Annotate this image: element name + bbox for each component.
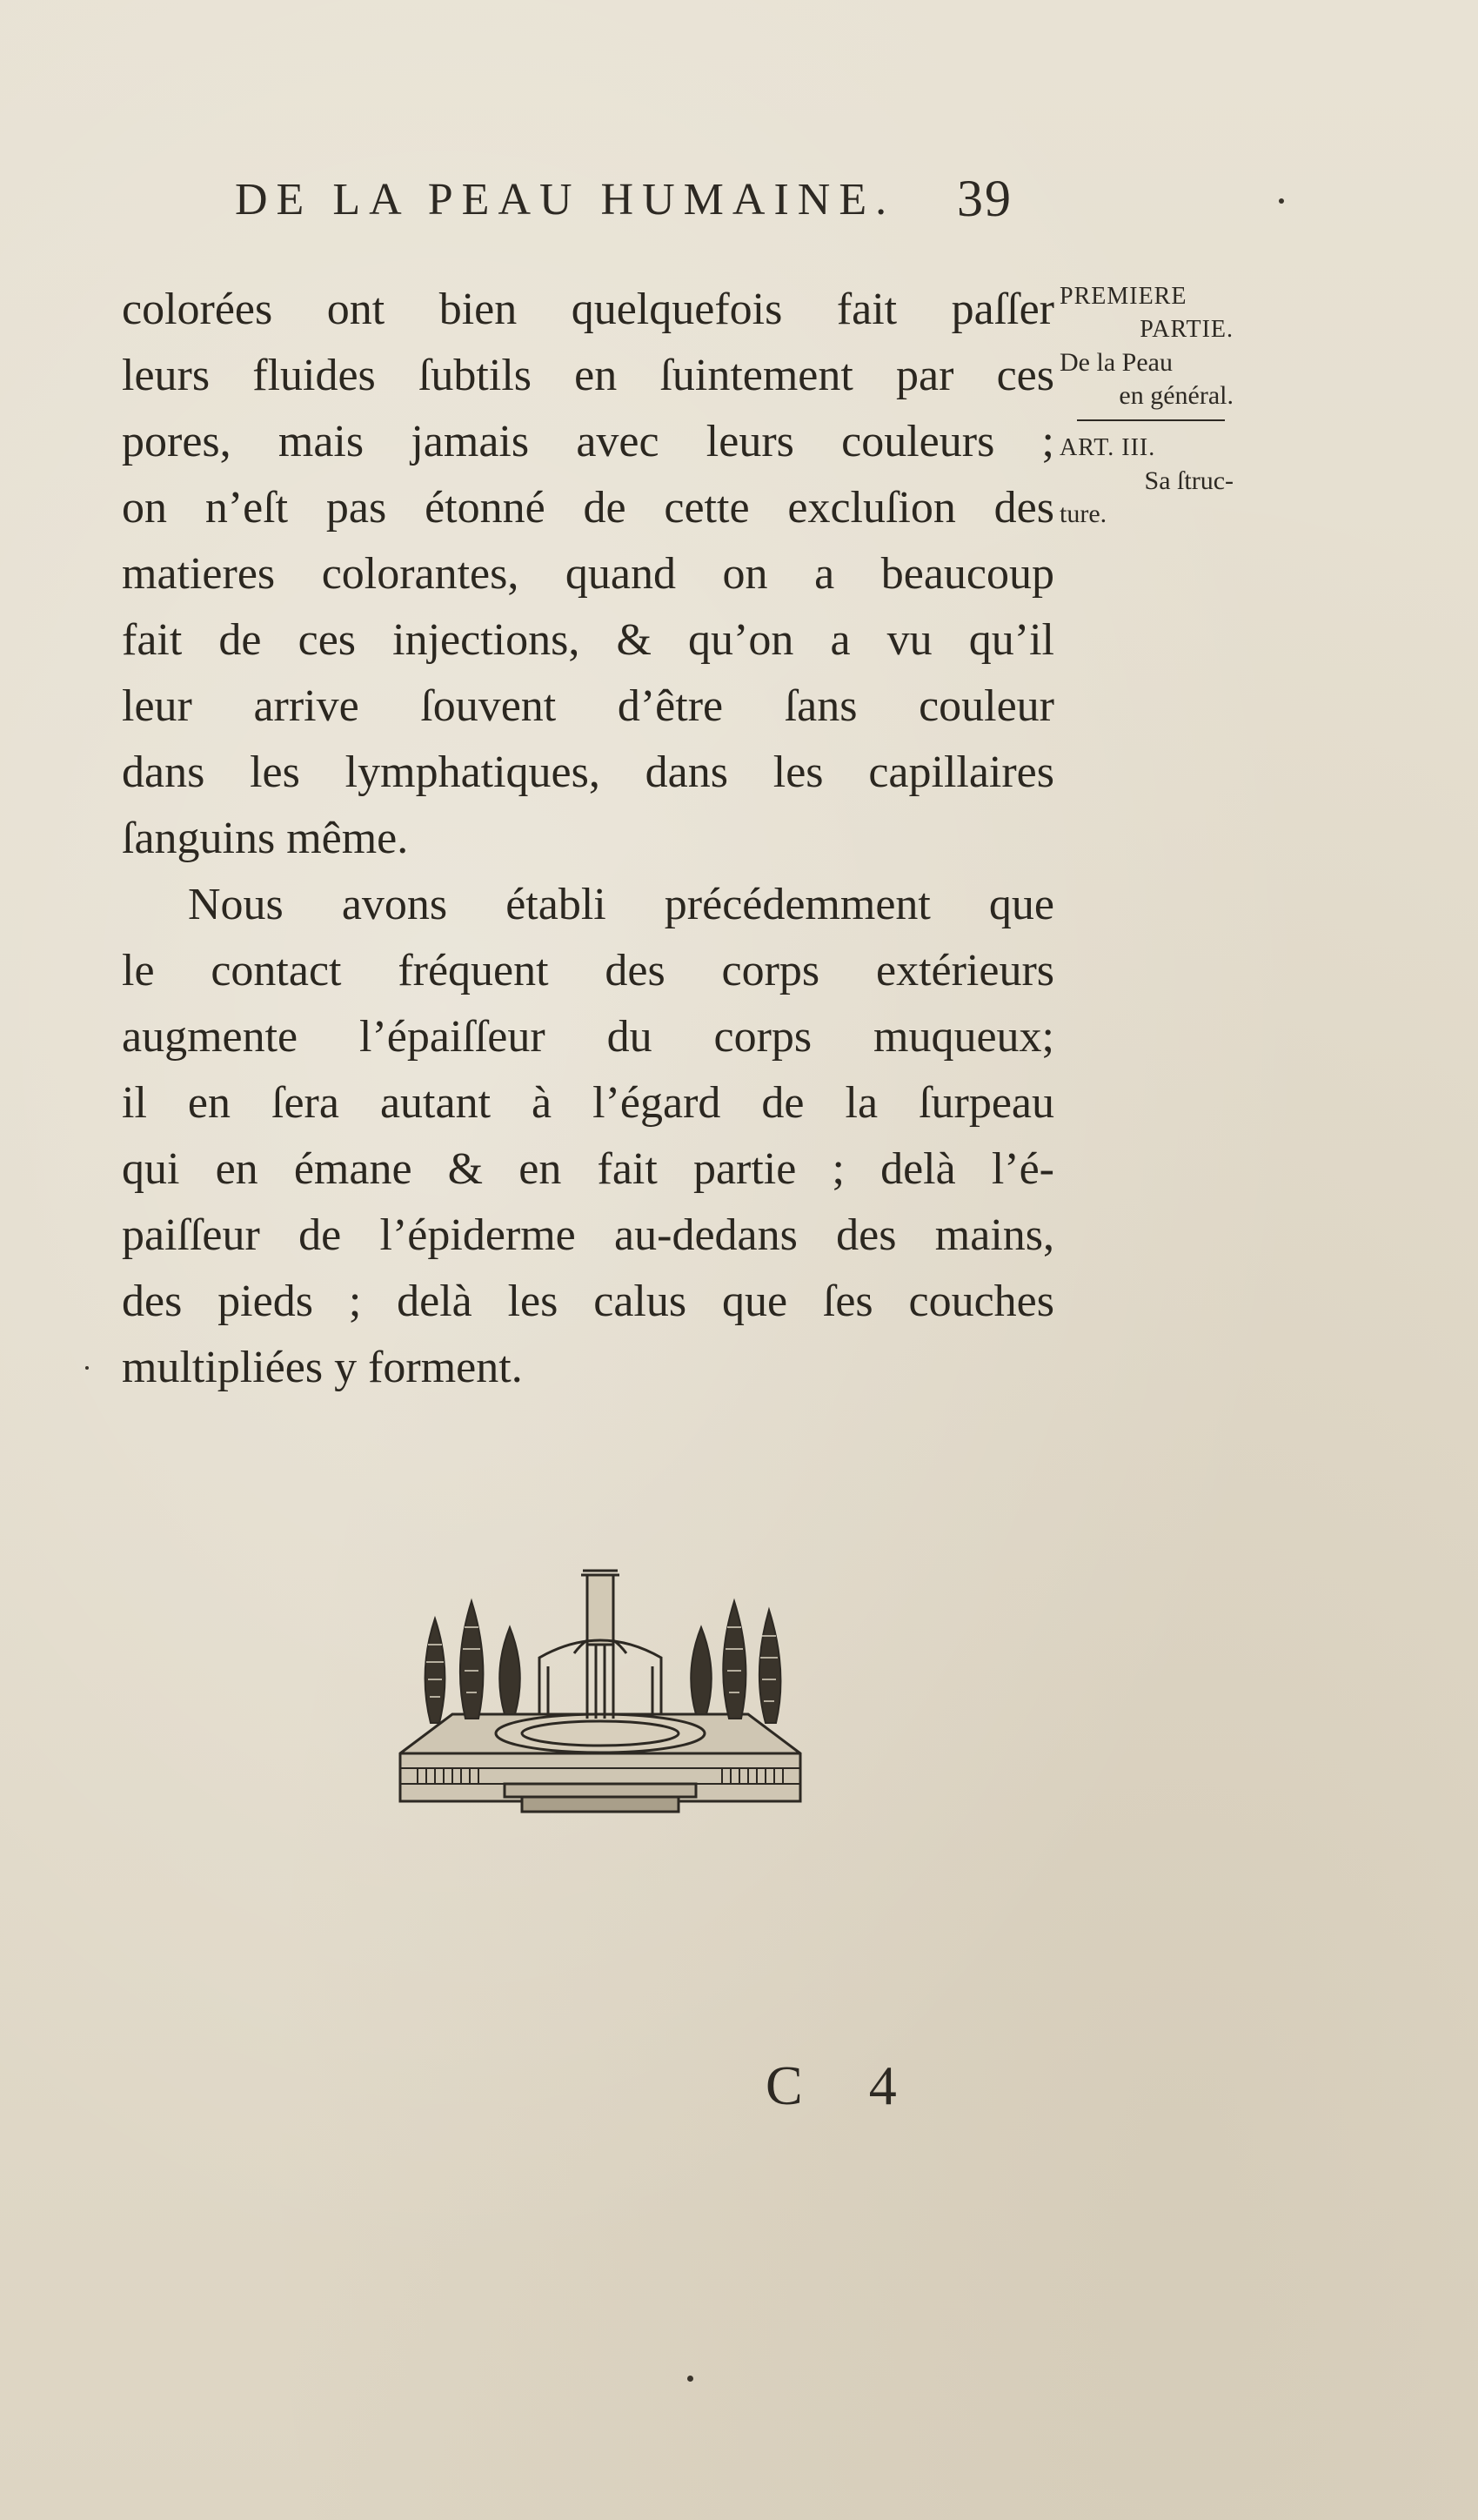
- text-line: qui en émane & en fait partie ; delà l’é-: [122, 1144, 1054, 1194]
- text-line: augmente l’épaiſſeur du corps muqueux;: [122, 1012, 1054, 1062]
- paper-speck: [85, 1366, 89, 1370]
- margin-note-premiere: PREMIERE: [1060, 283, 1187, 310]
- text-line: on n’eſt pas étonné de cette excluſion des: [122, 483, 1054, 533]
- text-line: colorées ont bien quelquefois fait paſſer: [122, 285, 1054, 334]
- text-line: il en ſera autant à l’égard de la ſurpeau: [122, 1078, 1054, 1128]
- garden-fountain-vignette: [383, 1540, 818, 1888]
- text-line: Nous avons établi précédemment que: [188, 880, 1054, 929]
- margin-note-sa-struc: Sa ſtruc-: [1144, 466, 1234, 495]
- body-text: [122, 277, 1054, 1401]
- paper-speck: [1279, 198, 1284, 204]
- text-line: paiſſeur de l’épiderme au-dedans des mains,: [122, 1210, 1054, 1260]
- margin-note-en-general: en général.: [1119, 381, 1234, 410]
- text-line: leur arrive ſouvent d’être ſans couleur: [122, 681, 1054, 731]
- page-number: 39: [957, 170, 1013, 227]
- text-line: matieres colorantes, quand on a beaucoup: [122, 549, 1054, 599]
- text-line: fait de ces injections, & qu’on a vu qu’il: [122, 615, 1054, 665]
- margin-note-de-la-peau: De la Peau: [1060, 348, 1173, 377]
- text-line: multipliées y forment.: [122, 1343, 523, 1392]
- text-line: le contact fréquent des corps extérieurs: [122, 946, 1054, 995]
- margin-note-partie: PARTIE.: [1140, 316, 1234, 343]
- signature-mark: C 4: [766, 2054, 923, 2116]
- margin-note-divider: [1077, 412, 1225, 421]
- paragraph-2: [122, 872, 1054, 1401]
- text-line: ſanguins même.: [122, 814, 409, 863]
- paper-speck: [687, 2376, 693, 2382]
- margin-notes: [1060, 280, 1234, 531]
- text-line: pores, mais jamais avec leurs couleurs ;: [122, 417, 1054, 466]
- running-head: [235, 170, 1070, 227]
- margin-note-ture: ture.: [1060, 499, 1107, 528]
- running-head-title: DE LA PEAU HUMAINE.: [235, 175, 896, 225]
- paragraph-1: [122, 277, 1054, 872]
- margin-note-article: ART. III.: [1060, 434, 1156, 461]
- text-line: dans les lymphatiques, dans les capillaires: [122, 747, 1054, 797]
- text-line: leurs fluides ſubtils en ſuintement par ces: [122, 351, 1054, 400]
- text-line: des pieds ; delà les calus que ſes couches: [122, 1277, 1054, 1326]
